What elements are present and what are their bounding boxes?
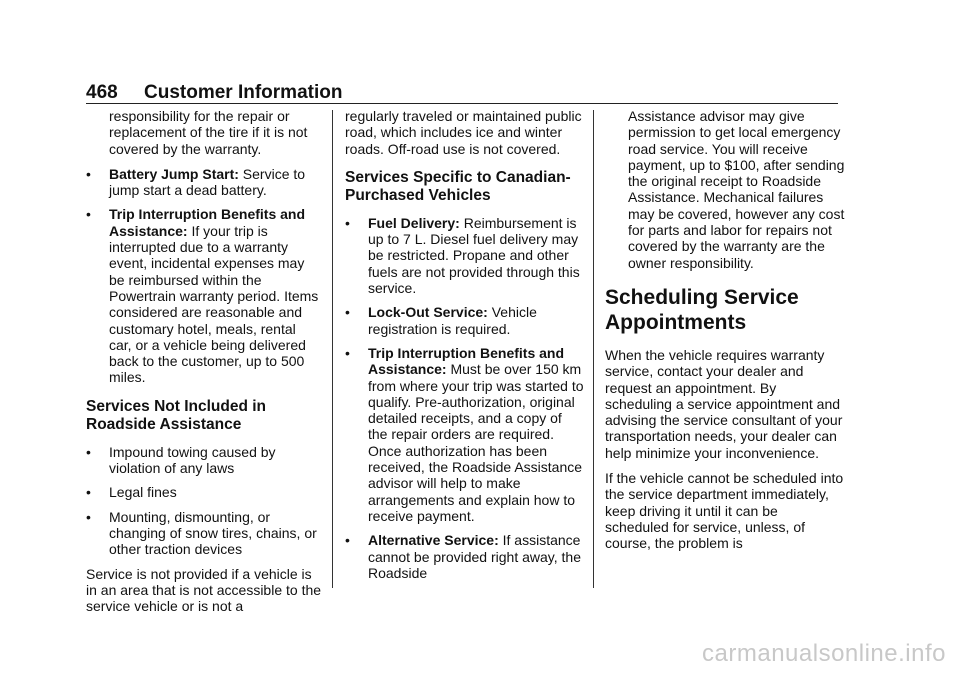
list-item <box>86 509 322 558</box>
bullet-icon: • <box>86 206 91 223</box>
continued-text: regularly traveled or maintained public road, which includes ice and winter roads. Off-road use is not covered. <box>345 108 582 157</box>
list-item <box>86 166 322 199</box>
list-item <box>86 206 322 385</box>
section-heading: Services Specific to Canadian-Purchased Vehicles <box>345 168 571 204</box>
item-label: Trip Interruption Benefits and Assistance: <box>109 206 306 239</box>
item-label: Fuel Delivery: <box>368 214 460 231</box>
list-item <box>86 444 322 477</box>
bullet-icon: • <box>86 165 91 182</box>
list-item <box>345 215 585 296</box>
column-divider <box>332 110 333 588</box>
page-number: 468 <box>86 82 118 103</box>
body-paragraph: When the vehicle requires warranty service, contact your dealer and request an appointment. By scheduling a service appointment and advising the service consultant of your transportation needs, your dealer can help minimize your inconvenience. <box>605 346 843 461</box>
column-1 <box>86 108 322 623</box>
item-text: Reimbursement is up to 7 L. Diesel fuel delivery may be restricted. Propane and other fuels are not provided through this service. <box>368 214 580 297</box>
page-header <box>86 82 342 104</box>
item-text: Mounting, dismounting, or changing of snow tires, chains, or other traction devices <box>109 508 317 558</box>
bullet-icon: • <box>86 484 91 501</box>
chapter-heading: Scheduling Service Appointments <box>605 285 799 334</box>
bullet-icon: • <box>345 214 350 231</box>
item-label: Lock-Out Service: <box>368 304 488 321</box>
bullet-icon: • <box>86 508 91 525</box>
list-item <box>345 345 585 524</box>
item-text: Vehicle registration is required. <box>368 304 537 337</box>
watermark-text: carmanualsonline.info <box>702 640 946 667</box>
continued-text: responsibility for the repair or replacement of the tire if it is not covered by the warranty. <box>109 108 308 157</box>
bullet-icon: • <box>345 344 350 361</box>
item-text: Impound towing caused by violation of any laws <box>109 443 276 477</box>
bullet-icon: • <box>345 532 350 549</box>
column-3 <box>605 108 845 561</box>
list-item <box>345 532 585 581</box>
column-2 <box>345 108 585 589</box>
list-item <box>345 304 585 337</box>
column-divider <box>593 110 594 588</box>
section-heading: Services Not Included in Roadside Assistance <box>86 397 267 433</box>
list-item <box>86 484 322 500</box>
bullet-icon: • <box>86 443 91 460</box>
body-paragraph: Service is not provided if a vehicle is in an area that is not accessible to the service vehicle or is not a <box>86 565 322 615</box>
item-text: Legal fines <box>109 484 177 501</box>
item-label: Battery Jump Start: <box>109 165 239 182</box>
header-rule <box>86 103 838 104</box>
body-paragraph: If the vehicle cannot be scheduled into the service department immediately, keep driving it until it can be scheduled for service, unless, of course, the problem is <box>605 470 844 552</box>
section-title: Customer Information <box>144 82 343 103</box>
bullet-icon: • <box>345 304 350 321</box>
item-text: Must be over 150 km from where your trip was started to qualify. Pre-authorization, original detailed receipts, and a copy of the repair orders are required. Once authorization has been received, the Roadside Assistance advisor will help to make arrangements and explain how to receive payment. <box>368 361 584 524</box>
continued-text: Assistance advisor may give permission to get local emergency road service. You will receive payment, up to $100, after sending the original receipt to Roadside Assistance. Mechanical failures may be covered, however any cost for parts and labor for repairs not covered by the warranty are the owner responsibility. <box>628 108 845 271</box>
item-label: Alternative Service: <box>368 532 499 549</box>
item-label: Trip Interruption Benefits and Assistance: <box>368 344 565 378</box>
item-text: Service to jump start a dead battery. <box>109 165 306 199</box>
item-text: If assistance cannot be provided right away, the Roadside <box>368 532 581 581</box>
item-text: If your trip is interrupted due to a warranty event, incidental expenses may be reimbursed within the Powertrain warranty period. Items considered are reasonable and customary hotel, meals, rental car, or a vehicle being delivered back to the customer, up to 500 miles. <box>109 222 319 386</box>
